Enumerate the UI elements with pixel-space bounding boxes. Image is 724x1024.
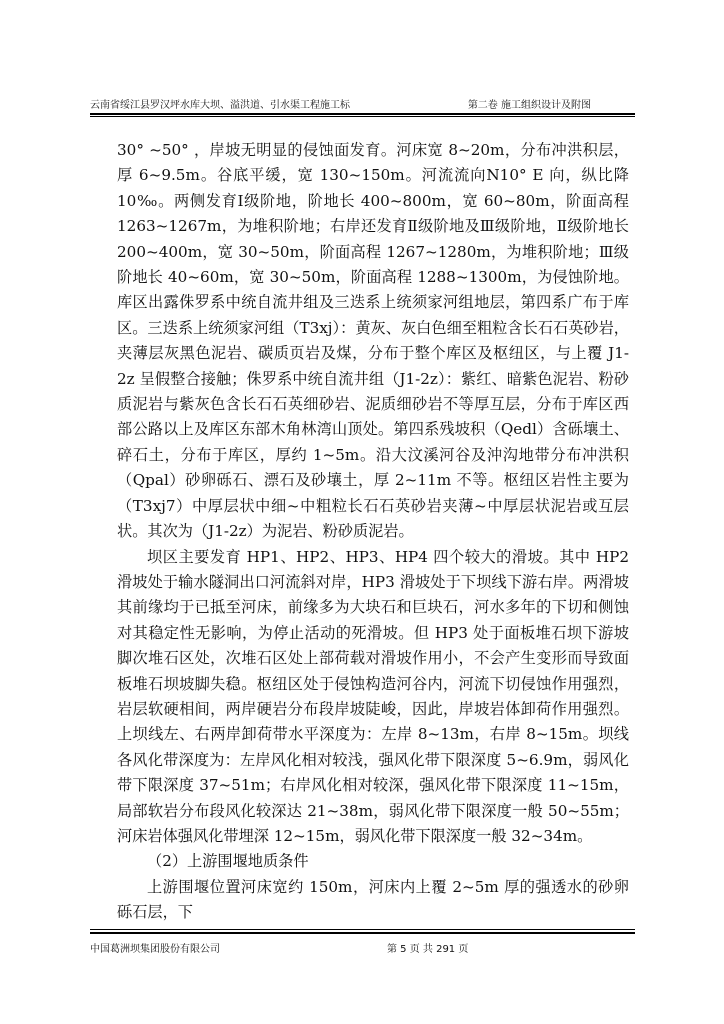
page-body	[117, 138, 629, 926]
page-footer	[90, 940, 635, 956]
footer-page-number: 第 5 页 共 291 页	[387, 944, 469, 955]
footer-rule-thick	[90, 932, 635, 934]
header-rule-thin	[90, 116, 635, 117]
footer-rule-thin	[90, 929, 635, 930]
paragraph-landslides: 坝区主要发育 HP1、HP2、HP3、HP4 四个较大的滑坡。其中 HP2 滑坡处于输水隧洞出口河流斜对岸，HP3 滑坡处于下坝线下游右岸。两滑坡其前缘均于已抵至河床，前缘多为大块石和巨块石，河水多年的下切和侧蚀对其稳定性无影响，为停止活动的死滑坡。但 HP3 处于面板堆石坝下游坡脚次堆石区处，次堆石区处上部荷载对滑坡作用小，不会产生变形而导致面板堆石坝坡脚失稳。枢纽区处于侵蚀构造河谷内，河流下切侵蚀作用强烈，岩层软硬相间，两岸硬岩分布段岸坡陡峻，因此，岸坡岩体卸荷作用强烈。上坝线左、右两岸卸荷带水平深度为：左岸 8~13m，右岸 8~15m。坝线各风化带深度为：左岸风化相对较浅，强风化带下限深度 5~6.9m，弱风化带下限深度 37~51m；右岸风化相对较深，强风化带下限深度 11~15m，局部软岩分布段风化较深达 21~38m，弱风化带下限深度一般 50~55m；河床岩体强风化带埋深 12~15m，弱风化带下限深度一般 32~34m。	[117, 547, 629, 845]
footer-company: 中国葛洲坝集团股份有限公司	[90, 944, 220, 955]
section-heading-upstream-cofferdam: （2）上游围堰地质条件	[147, 852, 309, 871]
header-rule-thick	[90, 113, 635, 115]
header-project-title: 云南省绥江县罗汉坪水库大坝、溢洪道、引水渠工程施工标	[90, 100, 350, 111]
paragraph-upstream-cofferdam: 上游围堰位置河床宽约 150m，河床内上覆 2~5m 厚的强透水的砂卵砾石层，下	[117, 877, 629, 922]
page-header	[90, 93, 635, 113]
paragraph-geology-overview: 30° ~50° ，岸坡无明显的侵蚀面发育。河床宽 8~20m，分布冲洪积层，厚 6~9.5m。谷底平缓，宽 130~150m。河流流向N10° E 向，纵比降 10‰。两侧发育Ⅰ级阶地，阶地长 400~800m，宽 60~80m，阶面高程 1263~1267m，为堆积阶地；右岸还发育Ⅱ级阶地及Ⅲ级阶地，Ⅱ级阶地长 200~400m，宽 30~50m，阶面高程 1267~1280m，为堆积阶地；Ⅲ级阶地长 40~60m，宽 30~50m，阶面高程 1288~1300m，为侵蚀阶地。库区出露侏罗系中统自流井组及三迭系上统须家河组地层，第四系广布于库区。三迭系上统须家河组（T3xj）：黄灰、灰白色细至粗粒含长石石英砂岩，夹薄层灰黑色泥岩、碳质页岩及煤，分布于整个库区及枢纽区，与上覆 J1-2z 呈假整合接触；侏罗系中统自流井组（J1-2z）：紫红、暗紫色泥岩、粉砂质泥岩与紫灰色含长石石英细砂岩、泥质细砂岩不等厚互层，分布于库区西部公路以上及库区东部木角林湾山顶处。第四系残坡积（Qedl）含砾壤土、碎石土，分布于库区，厚约 1~5m。沿大汶溪河谷及沖沟地带分布冲洪积（Qpal）砂卵砾石、漂石及砂壤土，厚 2~11m 不等。枢纽区岩性主要为（T3xj7）中厚层状中细~中粗粒长石石英砂岩夹薄~中厚层状泥岩或互层状。其次为（J1-2z）为泥岩、粉砂质泥岩。	[117, 141, 629, 541]
header-volume-title: 第二卷 施工组织设计及附图	[467, 100, 591, 111]
